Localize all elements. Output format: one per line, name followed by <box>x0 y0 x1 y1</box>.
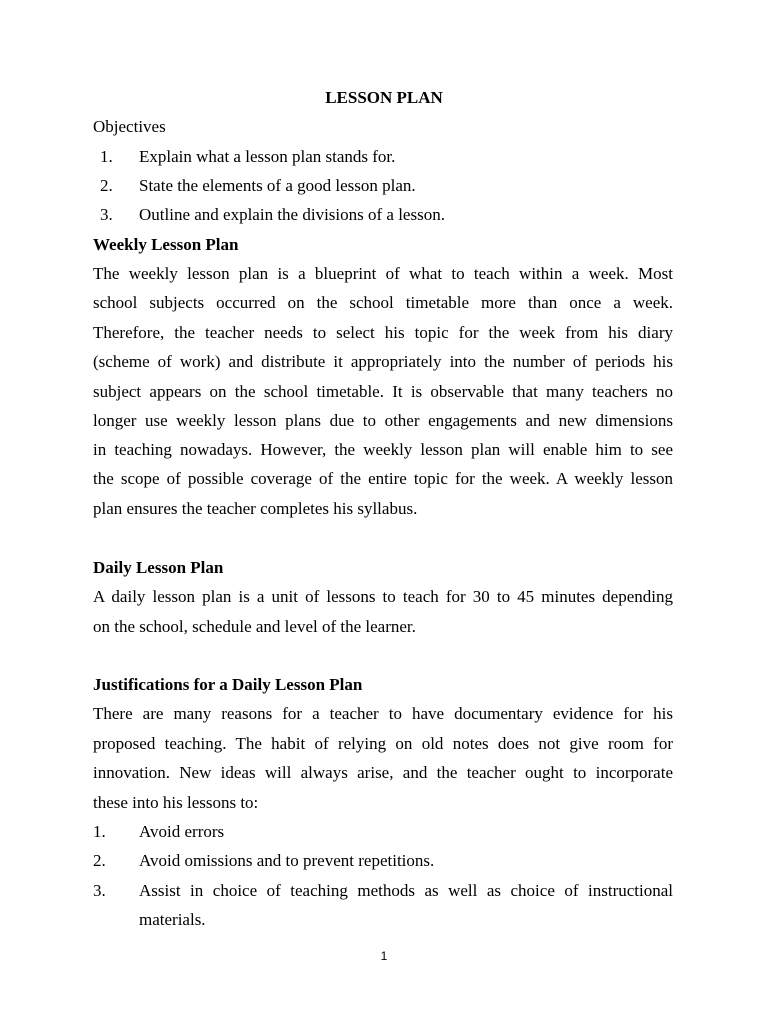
page-number: 1 <box>380 949 388 963</box>
justifications-paragraph-line: innovation. New ideas will always arise, and the teacher ought to incorporate <box>93 763 673 782</box>
weekly-paragraph-line: school subjects occurred on the school timetable more than once a week. <box>93 293 673 312</box>
justifications-paragraph-line: There are many reasons for a teacher to have documentary evidence for his <box>93 704 673 723</box>
weekly-paragraph-line: Therefore, the teacher needs to select his topic for the week from his diary <box>93 323 673 342</box>
justification-item-continuation: materials. <box>139 910 206 929</box>
justification-number: 3. <box>93 881 106 900</box>
justification-number: 2. <box>93 851 106 870</box>
weekly-paragraph-line: plan ensures the teacher completes his syllabus. <box>93 499 418 518</box>
weekly-paragraph-line: The weekly lesson plan is a blueprint of what to teach within a week. Most <box>93 264 673 283</box>
weekly-paragraph-line: subject appears on the school timetable. It is observable that many teachers no <box>93 382 673 401</box>
page-title: LESSON PLAN <box>325 88 443 107</box>
weekly-paragraph-line: the scope of possible coverage of the entire topic for the week. A weekly lesson <box>93 469 673 488</box>
justifications-paragraph-line: proposed teaching. The habit of relying on old notes does not give room for <box>93 734 673 753</box>
objective-number: 1. <box>100 147 113 166</box>
daily-paragraph-line: on the school, schedule and level of the learner. <box>93 617 416 636</box>
objective-item: Outline and explain the divisions of a lesson. <box>139 205 445 224</box>
objective-item: Explain what a lesson plan stands for. <box>139 147 396 166</box>
justifications-paragraph-line: these into his lessons to: <box>93 793 259 812</box>
justification-number: 1. <box>93 822 106 841</box>
weekly-paragraph-line: in teaching nowadays. However, the weekly lesson plan will enable him to see <box>93 440 673 459</box>
daily-paragraph-line: A daily lesson plan is a unit of lessons to teach for 30 to 45 minutes depending <box>93 587 673 606</box>
justification-item: Avoid errors <box>139 822 225 841</box>
objective-item: State the elements of a good lesson plan. <box>139 176 416 195</box>
objectives-heading: Objectives <box>93 117 166 136</box>
objective-number: 2. <box>100 176 113 195</box>
weekly-paragraph-line: (scheme of work) and distribute it appropriately into the number of periods his <box>93 352 673 371</box>
justifications-heading: Justifications for a Daily Lesson Plan <box>93 675 363 694</box>
justification-item: Assist in choice of teaching methods as well as choice of instructional <box>139 881 673 900</box>
daily-heading: Daily Lesson Plan <box>93 558 224 577</box>
justification-item: Avoid omissions and to prevent repetitions. <box>139 851 435 870</box>
objective-number: 3. <box>100 205 113 224</box>
weekly-heading: Weekly Lesson Plan <box>93 235 239 254</box>
weekly-paragraph-line: longer use weekly lesson plans due to other engagements and new dimensions <box>93 411 673 430</box>
